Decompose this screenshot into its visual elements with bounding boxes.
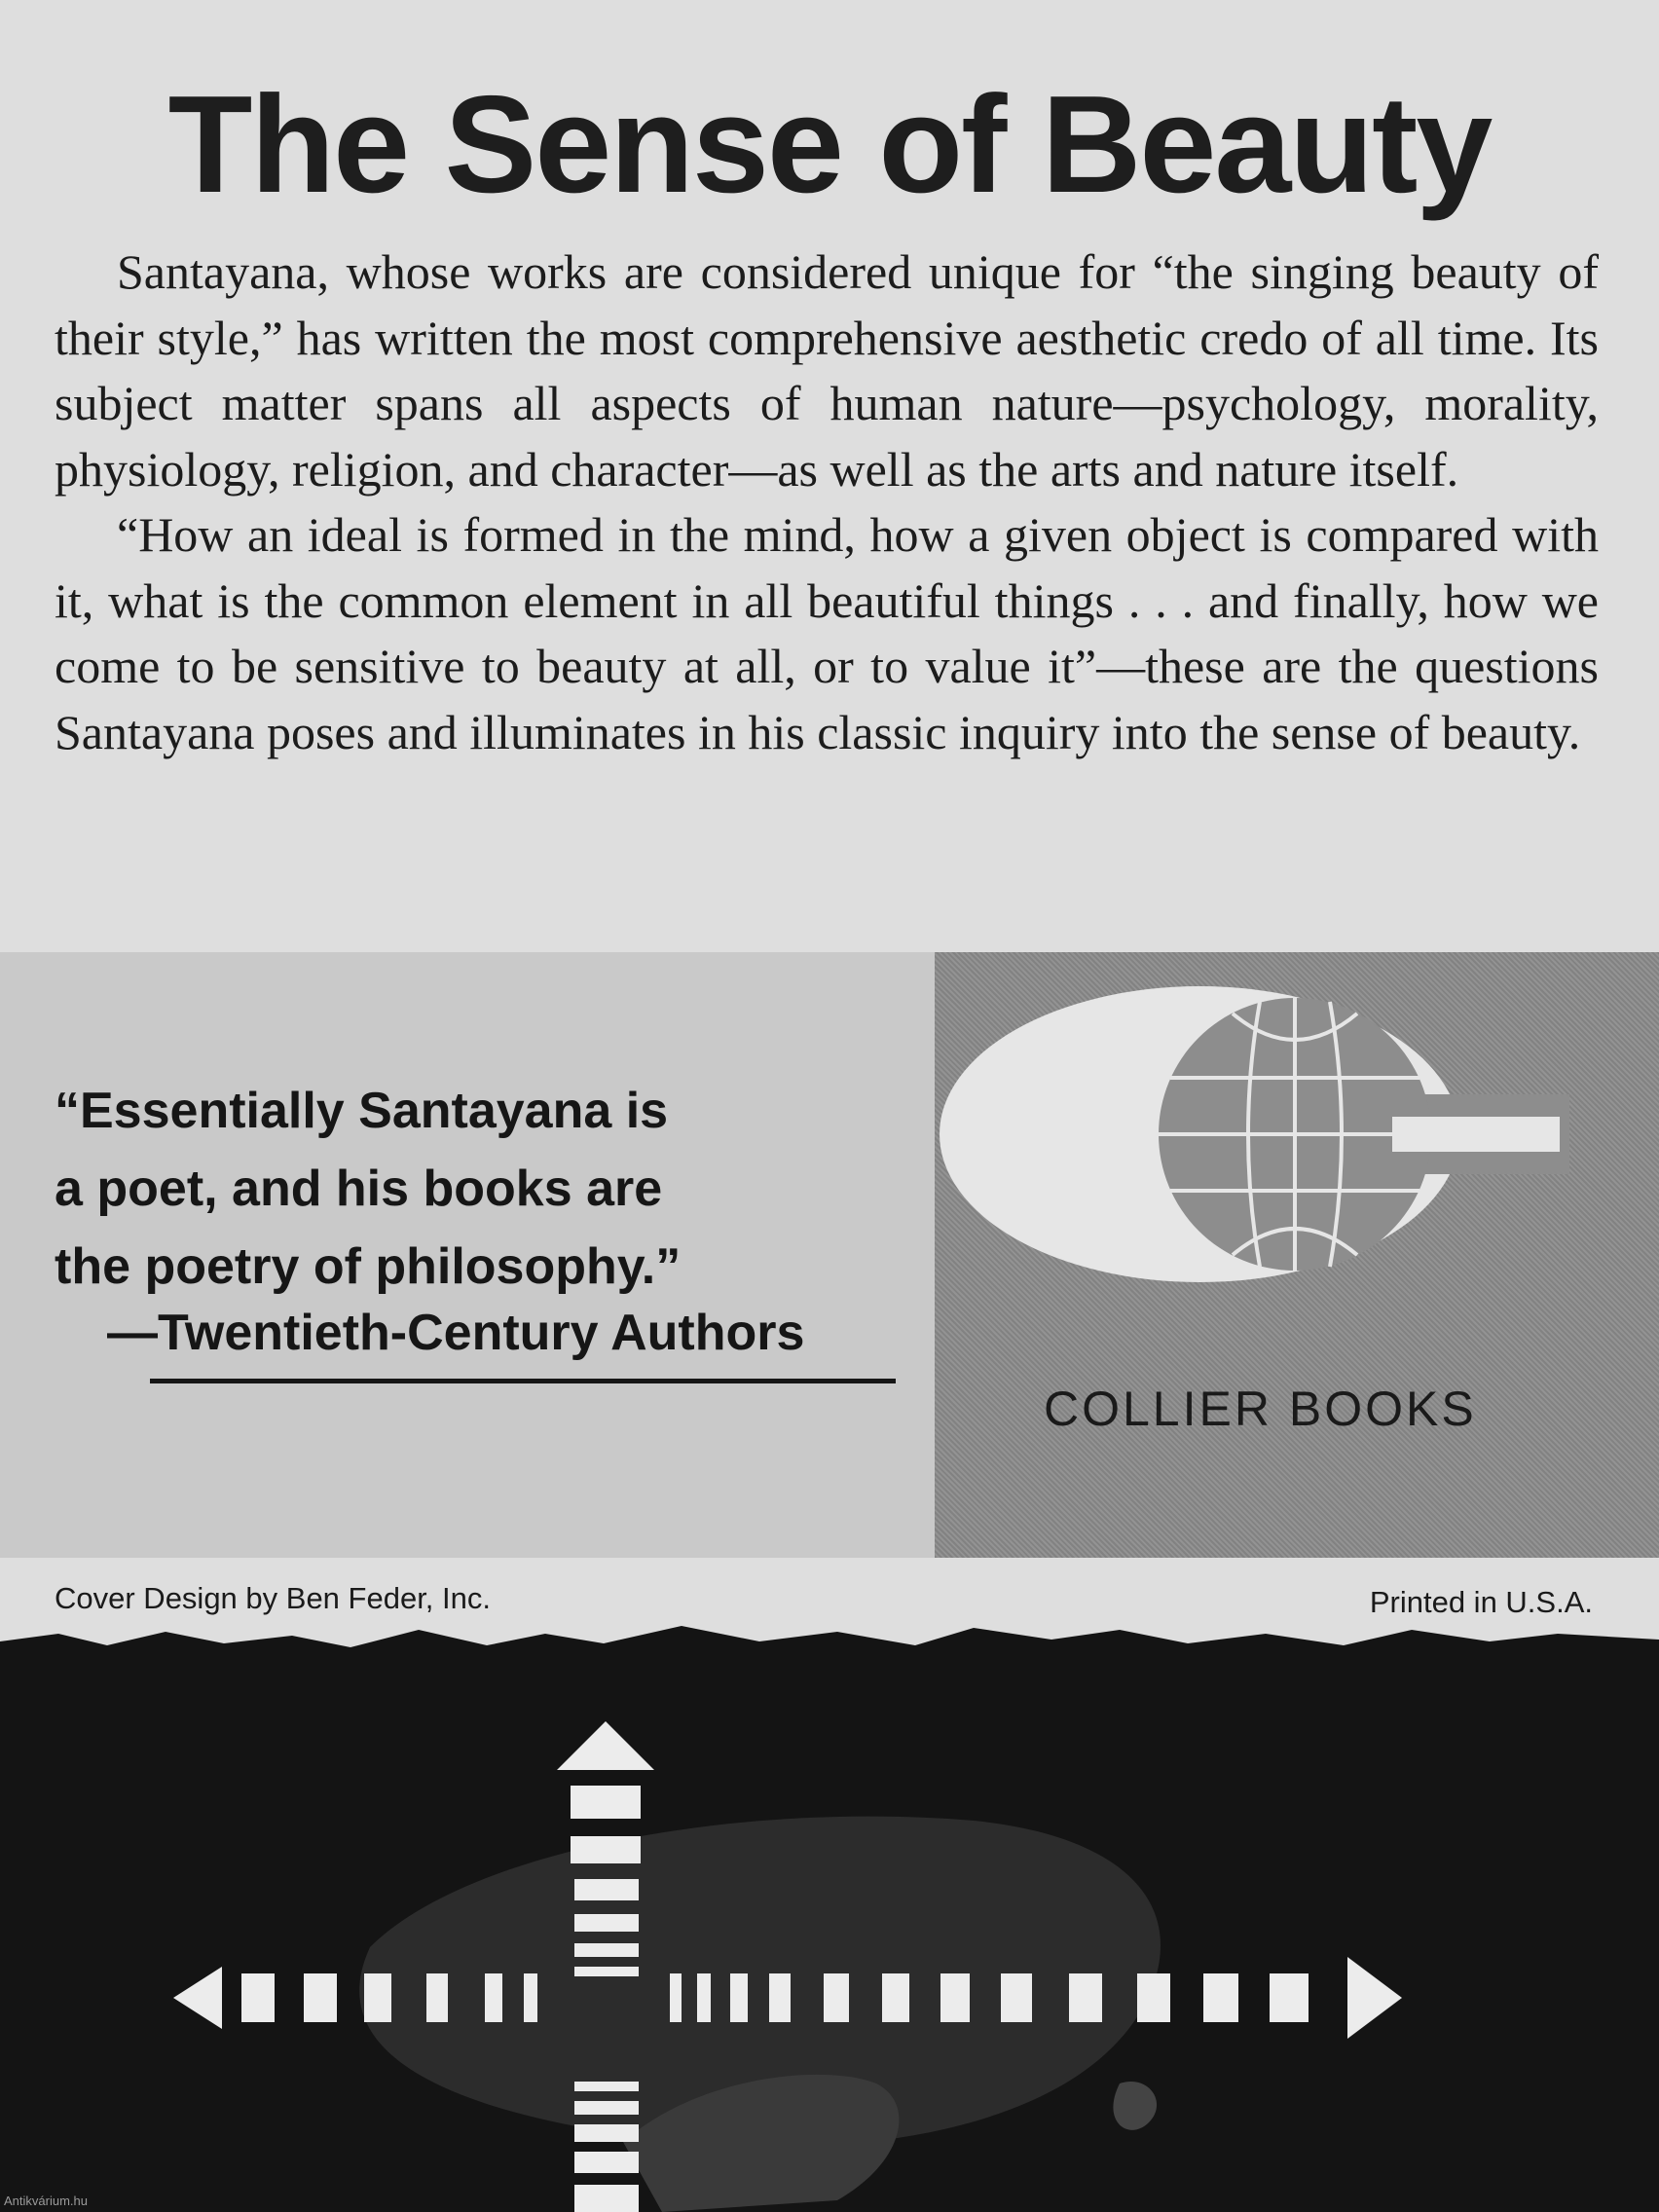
printed-in-credit: Printed in U.S.A. — [1369, 1585, 1593, 1619]
quote-line: “Essentially Santayana is — [55, 1083, 669, 1139]
globe-c-icon — [935, 952, 1659, 1558]
cover-artwork — [0, 1616, 1659, 2212]
attribution-underline — [150, 1379, 896, 1383]
quote-attribution: —Twentieth-Century Authors — [107, 1305, 805, 1361]
quote-panel — [0, 952, 935, 1558]
blurb-text — [55, 240, 1599, 765]
cover-design-credit: Cover Design by Ben Feder, Inc. — [55, 1581, 492, 1615]
publisher-name: COLLIER BOOKS — [1044, 1382, 1477, 1436]
blurb-paragraph: “How an ideal is formed in the mind, how a given object is compared with it, what is the common element in all beautiful things . . . and finally, how we come to be sensitive to beauty at all, or to value it”—these are the questions Santayana poses and illuminates in his classic inquiry into the sense of beauty. — [55, 507, 1599, 759]
description-section — [0, 0, 1659, 952]
blurb-paragraph: Santayana, whose works are considered unique for “the singing beauty of their style,” has written the most comprehensive aesthetic credo of all time. Its subject matter spans all aspects of human nature—psychology, morality, physiology, religion, and character—as well as the arts and nature itself. — [55, 244, 1599, 497]
quote-line: a poet, and his books are — [55, 1161, 663, 1217]
pull-quote — [55, 1072, 911, 1306]
watermark: Antikvárium.hu — [4, 2194, 88, 2208]
quote-line: the poetry of philosophy.” — [55, 1238, 682, 1295]
book-title: The Sense of Beauty — [167, 67, 1492, 222]
publisher-logo-panel — [935, 952, 1659, 1558]
quote-and-logo-band — [0, 952, 1659, 1558]
